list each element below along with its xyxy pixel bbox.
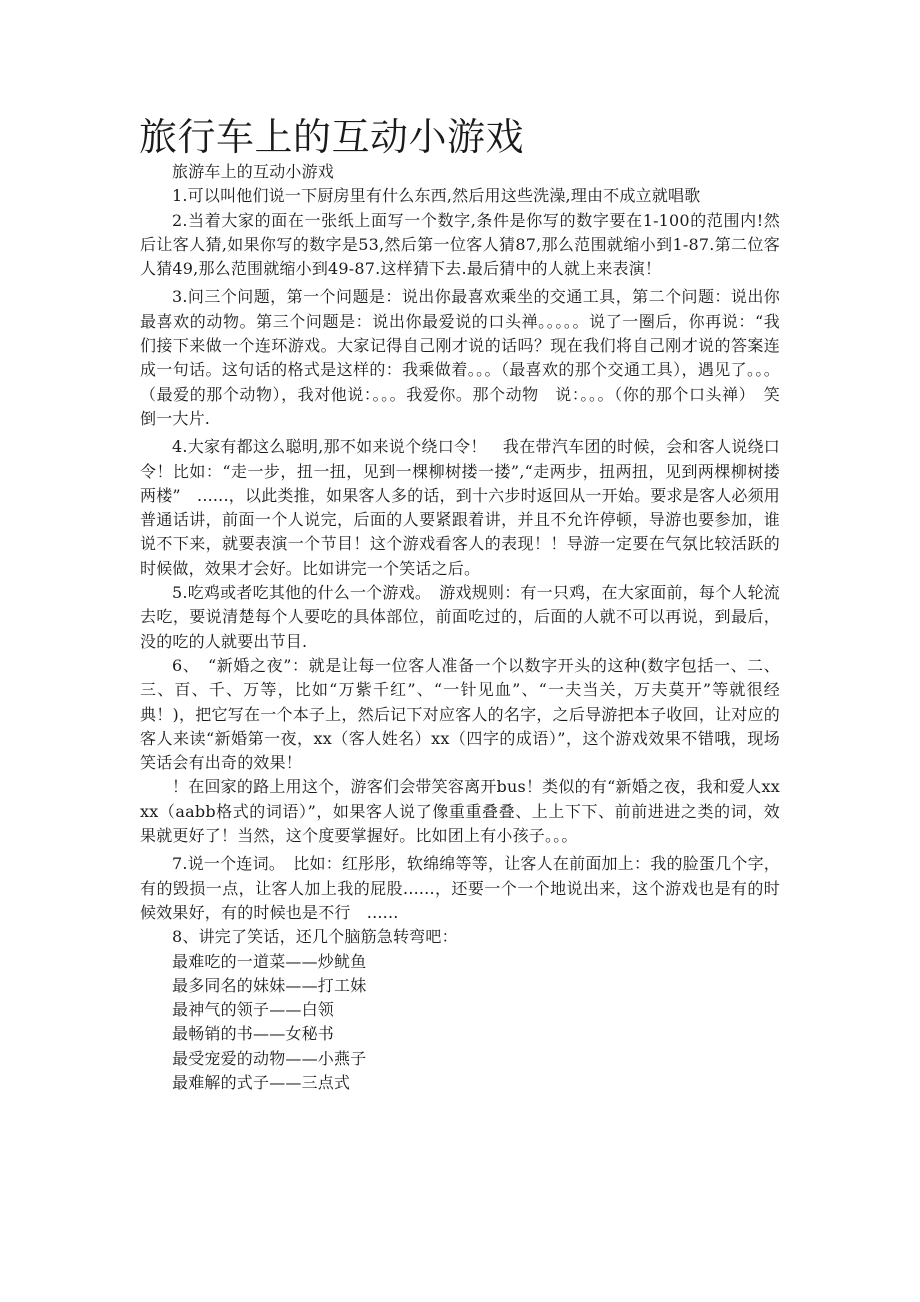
document-body	[140, 160, 780, 1095]
riddle-line: 最多同名的妹妹——打工妹	[172, 975, 367, 995]
paragraph-5: 5.吃鸡或者吃其他的什么一个游戏。 游戏规则：有一只鸡，在大家面前，每个人轮流去吃，要说清楚每个人要吃的具体部位，前面吃过的，后面的人就不可以再说，到最后，没的吃的人就要出节目.	[140, 583, 780, 651]
riddle-line: 最神气的领子——白领	[172, 1000, 335, 1020]
paragraph-2: 2.当着大家的面在一张纸上面写一个数字,条件是你写的数字要在1-100的范围内!然后让客人猜,如果你写的数字是53,然后第一位客人猜87,那么范围就缩小到1-87.第二位客人猜49,那么范围就缩小到49-87.这样猜下去.最后猜中的人就上来表演！	[140, 210, 780, 279]
paragraph-6: 6、 “新婚之夜”：就是让每一位客人准备一个以数字开头的这种(数字包括一、二、三、百、千、万等，比如“万紫千红”、“一针见血”、“一夫当关，万夫莫开”等就很经典！)，把它写在一个本子上，然后记下对应客人的名字，之后导游把本子收回，让对应的客人来读“新婚第一夜，xx（客人姓名）xx（四字的成语）”，这个游戏效果不错哦，现场笑话会有出奇的效果！	[140, 655, 780, 773]
paragraph-7: 7.说一个连词。 比如：红彤彤，软绵绵等等，让客人在前面加上：我的脸蛋几个字，有的毁损一点，让客人加上我的屁股......，还要一个一个地说出来，这个游戏也是有的时候效果好，有的时候也是不行 ......	[140, 854, 780, 922]
paragraph-1: 1.可以叫他们说一下厨房里有什么东西,然后用这些洗澡,理由不成立就唱歌	[172, 186, 701, 206]
paragraph-3: 3.问三个问题，第一个问题是：说出你最喜欢乘坐的交通工具，第二个问题：说出你最喜欢的动物。第三个问题是：说出你最爱说的口头禅。。。。。说了一圈后，你再说：“我们接下来做一个连环游戏。大家记得自己刚才说的话吗？现在我们将自己刚才说的答案连成一句话。这句话的格式是这样的：我乘做着。。。（最喜欢的那个交通工具），遇见了。。。（最爱的那个动物），我对他说：。。。我爱你。那个动物 说：。。。（你的那个口头禅） 笑倒一大片.	[140, 287, 780, 428]
riddle-line: 最难吃的一道菜——炒鱿鱼	[172, 951, 367, 971]
paragraph-8: 8、讲完了笑话，还几个脑筋急转弯吧：	[172, 927, 458, 947]
paragraph-6-continued: ！在回家的路上用这个，游客们会带笑容离开bus！类似的有“新婚之夜，我和爱人xxxx（aabb格式的词语）”，如果客人说了像重重叠叠、上上下下、前前进进之类的词，效果就更好了！当然，这个度要掌握好。比如团上有小孩子。。。	[140, 777, 780, 846]
paragraph-4: 4.大家有都这么聪明,那不如来说个绕口令！ 我在带汽车团的时候，会和客人说绕口令！比如：“走一步，扭一扭，见到一棵柳树搂一搂”,“走两步，扭两扭，见到两棵柳树搂两楼” ......，以此类推，如果客人多的话，到十六步时返回从一开始。要求是客人必须用普通话讲，前面一个人说完，后面的人要紧跟着讲，并且不允许停顿，导游也要参加，谁说不下来，就要表演一个节目！这个游戏看客人的表现！！导游一定要在气氛比较活跃的时候做，效果才会好。比如讲完一个笑话之后。	[140, 437, 780, 578]
subtitle: 旅游车上的互动小游戏	[172, 162, 335, 181]
document-title: 旅行车上的互动小游戏	[139, 115, 525, 159]
riddle-line: 最受宠爱的动物——小燕子	[172, 1048, 367, 1068]
riddle-line: 最难解的式子——三点式	[172, 1072, 351, 1092]
riddle-line: 最畅销的书——女秘书	[172, 1024, 335, 1044]
